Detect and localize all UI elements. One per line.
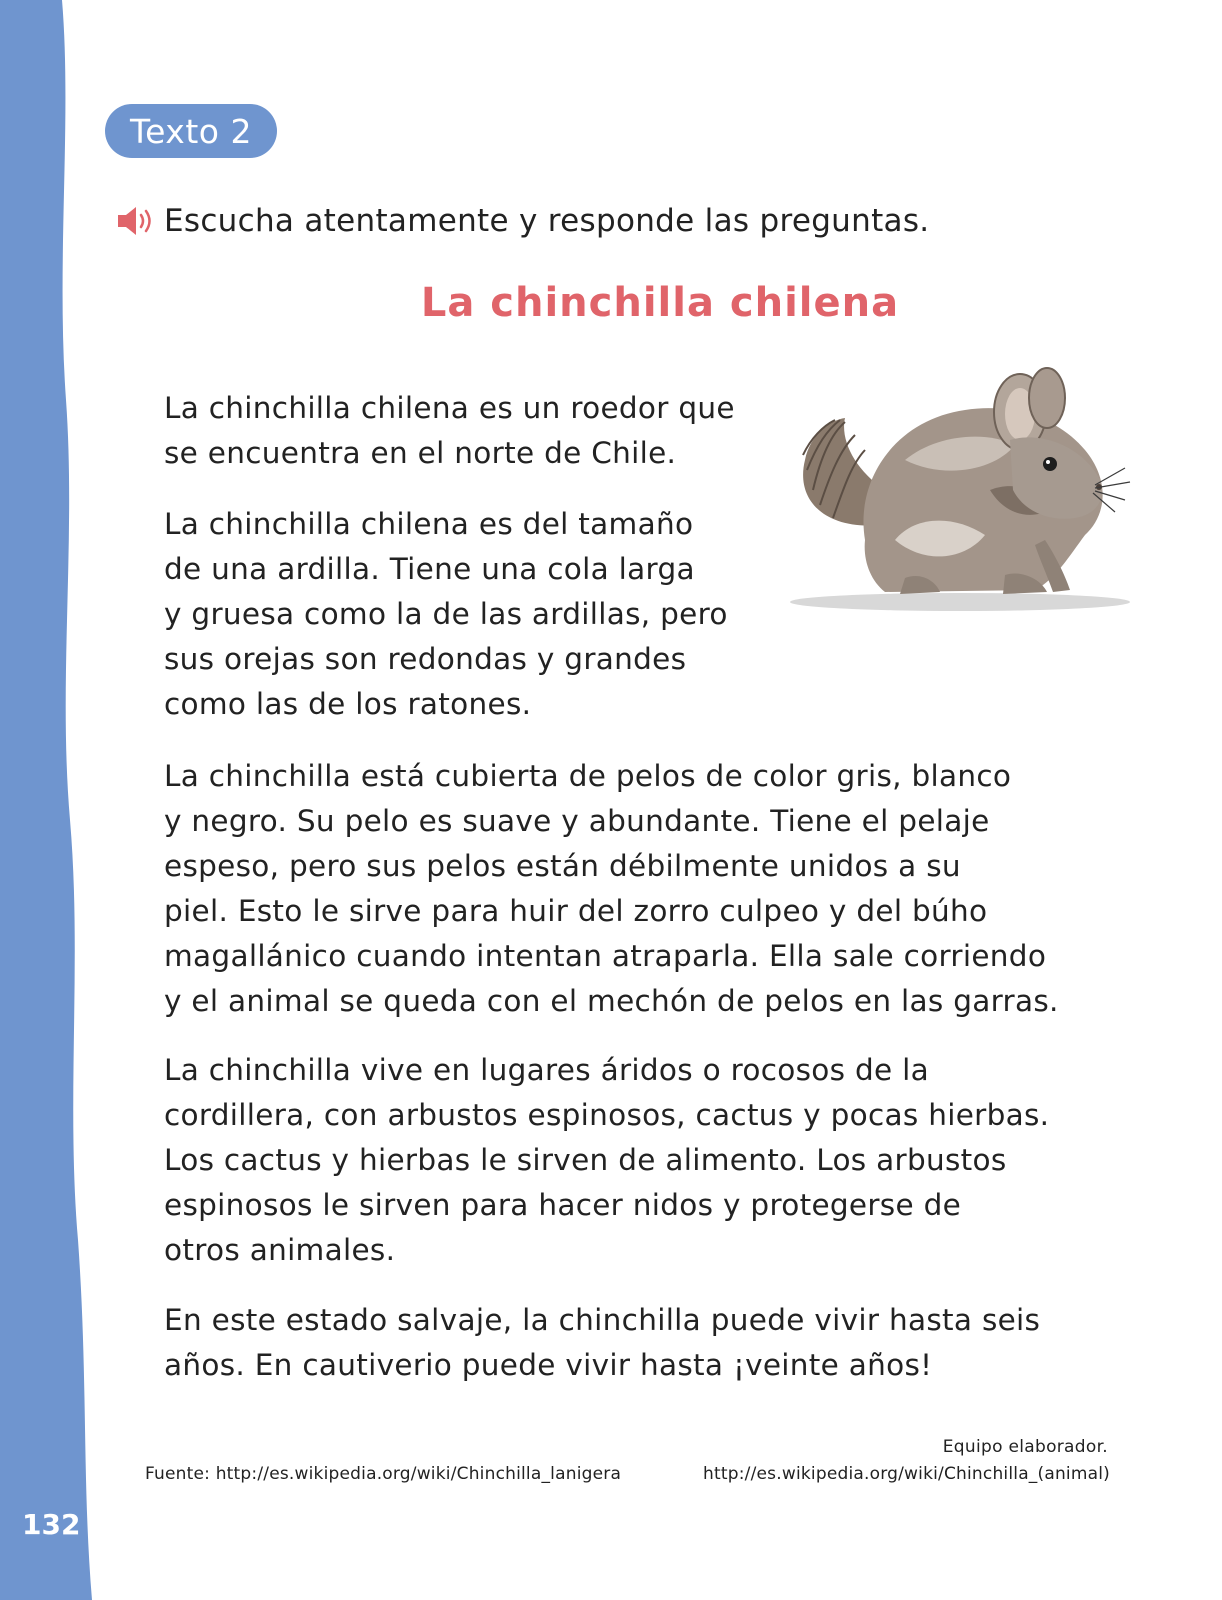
instruction [116, 196, 929, 246]
text-line: En este estado salvaje, la chinchilla puede vivir hasta seis [164, 1303, 1041, 1337]
text-line: piel. Esto le sirve para huir del zorro culpeo y del búho [164, 894, 988, 928]
paragraph-2 [164, 502, 728, 727]
credit: Equipo elaborador. [942, 1437, 1108, 1457]
paragraph-4 [164, 1048, 1049, 1273]
text-line: otros animales. [164, 1233, 396, 1267]
instruction-text: Escucha atentamente y responde las preguntas. [164, 203, 930, 239]
text-line: y negro. Su pelo es suave y abundante. Tiene el pelaje [164, 804, 990, 838]
speaker-icon[interactable] [116, 204, 156, 238]
text-line: años. En cautiverio puede vivir hasta ¡veinte años! [164, 1348, 933, 1382]
text-line: espinosos le sirven para hacer nidos y protegerse de [164, 1188, 962, 1222]
source-link-1[interactable]: Fuente: http://es.wikipedia.org/wiki/Chinchilla_lanigera [145, 1464, 622, 1484]
paragraph-5 [164, 1298, 1040, 1388]
chinchilla-illustration [785, 340, 1135, 625]
text-line: como las de los ratones. [164, 687, 532, 721]
text-line: cordillera, con arbustos espinosos, cactus y pocas hierbas. [164, 1098, 1050, 1132]
text-line: se encuentra en el norte de Chile. [164, 436, 677, 470]
text-line: Los cactus y hierbas le sirven de alimento. Los arbustos [164, 1143, 1007, 1177]
side-band [0, 0, 110, 1600]
paragraph-1 [164, 386, 735, 476]
text-line: La chinchilla chilena es un roedor que [164, 391, 735, 425]
text-line: La chinchilla chilena es del tamaño [164, 507, 694, 541]
text-line: de una ardilla. Tiene una cola larga [164, 552, 695, 586]
page-number: 132 [22, 1508, 81, 1541]
source-line [145, 1464, 1110, 1484]
text-line: y gruesa como la de las ardillas, pero [164, 597, 728, 631]
paragraph-3 [164, 754, 1059, 1024]
text-line: La chinchilla vive en lugares áridos o rocosos de la [164, 1053, 930, 1087]
text-line: magallánico cuando intentan atraparla. Ella sale corriendo [164, 939, 1047, 973]
page-title: La chinchilla chilena [420, 280, 900, 326]
text-line: sus orejas son redondas y grandes [164, 642, 687, 676]
source-link-2[interactable]: http://es.wikipedia.org/wiki/Chinchilla_(animal) [703, 1464, 1110, 1484]
text-line: y el animal se queda con el mechón de pelos en las garras. [164, 984, 1059, 1018]
text-line: La chinchilla está cubierta de pelos de color gris, blanco [164, 759, 1012, 793]
section-label: Texto 2 [105, 104, 277, 158]
text-line: espeso, pero sus pelos están débilmente unidos a su [164, 849, 961, 883]
